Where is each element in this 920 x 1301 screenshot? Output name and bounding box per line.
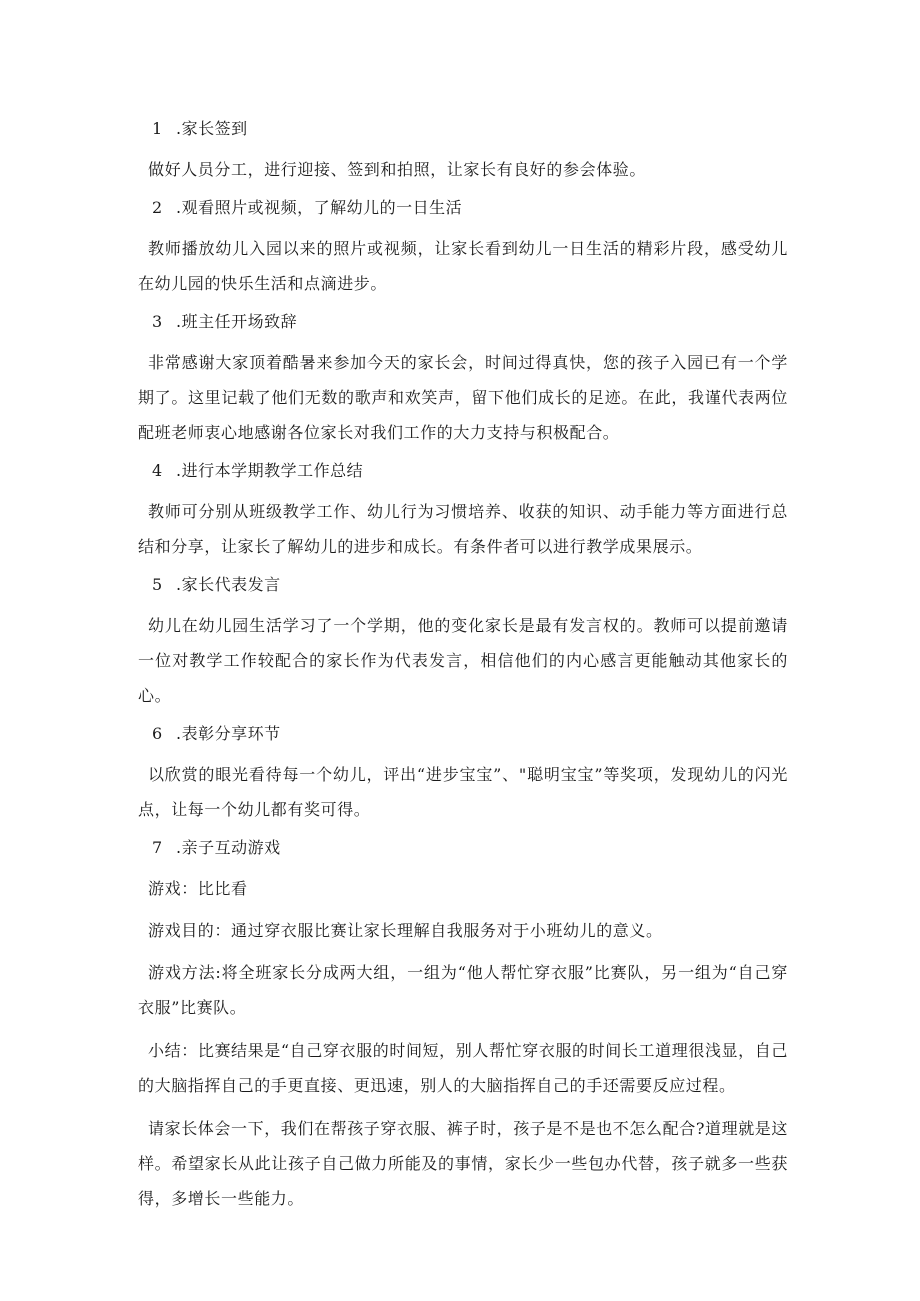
section-heading-4 xyxy=(152,458,788,484)
section-title: .表彰分享环节 xyxy=(176,724,281,743)
section-heading-1 xyxy=(152,116,788,142)
section-heading-2 xyxy=(152,195,788,221)
section-heading-7 xyxy=(152,835,788,861)
paragraph: 小结：比赛结果是“自己穿衣服的时间短，别人帮忙穿衣服的时间长工道理很浅显，自己的大脑指挥自己的手更直接、更迅速，别人的大脑指挥自己的手还需要反应过程。 xyxy=(138,1041,788,1095)
paragraph: 请家长体会一下，我们在帮孩子穿衣服、裤子时，孩子是不是也不怎么配合?道理就是这样。希望家长从此让孩子自己做力所能及的事情，家长少一些包办代替，孩子就多一些获得，多增长一些能力。 xyxy=(138,1119,788,1208)
paragraph: 非常感谢大家顶着酷暑来参加今天的家长会，时间过得真快，您的孩子入园已有一个学期了。这里记载了他们无数的歌声和欢笑声，留下他们成长的足迹。在此，我谨代表两位配班老师衷心地感谢各位家长对我们工作的大力支持与积极配合。 xyxy=(138,353,788,442)
section-title: .进行本学期教学工作总结 xyxy=(176,461,364,480)
section-number: 7 xyxy=(152,838,163,857)
section-title: .家长签到 xyxy=(176,119,248,138)
section-number: 4 xyxy=(152,461,163,480)
paragraph: 教师播放幼儿入园以来的照片或视频，让家长看到幼儿一日生活的精彩片段，感受幼儿在幼儿园的快乐生活和点滴进步。 xyxy=(138,239,788,293)
section-heading-3 xyxy=(152,309,788,335)
paragraph: 游戏：比比看 xyxy=(148,879,248,898)
document-body xyxy=(138,116,788,1224)
section-heading-6 xyxy=(152,721,788,747)
section-number: 2 xyxy=(152,198,163,217)
section-title: .亲子互动游戏 xyxy=(176,838,281,857)
section-title: .观看照片或视频，了解幼儿的一日生活 xyxy=(176,198,463,217)
section-title: .家长代表发言 xyxy=(176,575,281,594)
section-number: 5 xyxy=(152,575,163,594)
paragraph: 教师可分别从班级教学工作、幼儿行为习惯培养、收获的知识、动手能力等方面进行总结和分享，让家长了解幼儿的进步和成长。有条件者可以进行教学成果展示。 xyxy=(138,502,788,556)
paragraph: 做好人员分工，进行迎接、签到和拍照，让家长有良好的参会体验。 xyxy=(148,160,647,179)
section-heading-5 xyxy=(152,572,788,598)
section-number: 6 xyxy=(152,724,163,743)
paragraph: 游戏方法:将全班家长分成两大组，一组为“他人帮忙穿衣服”比赛队，另一组为“自己穿衣服”比赛队。 xyxy=(138,963,788,1017)
section-title: .班主任开场致辞 xyxy=(176,312,298,331)
paragraph: 幼儿在幼儿园生活学习了一个学期，他的变化家长是最有发言权的。教师可以提前邀请一位对教学工作较配合的家长作为代表发言，相信他们的内心感言更能触动其他家长的心。 xyxy=(138,616,788,705)
paragraph: 以欣赏的眼光看待每一个幼儿，评出“进步宝宝”、"聪明宝宝”等奖项，发现幼儿的闪光点，让每一个幼儿都有奖可得。 xyxy=(138,765,788,819)
paragraph: 游戏目的：通过穿衣服比赛让家长理解自我服务对于小班幼儿的意义。 xyxy=(148,921,663,940)
section-number: 1 xyxy=(152,119,163,138)
section-number: 3 xyxy=(152,312,163,331)
